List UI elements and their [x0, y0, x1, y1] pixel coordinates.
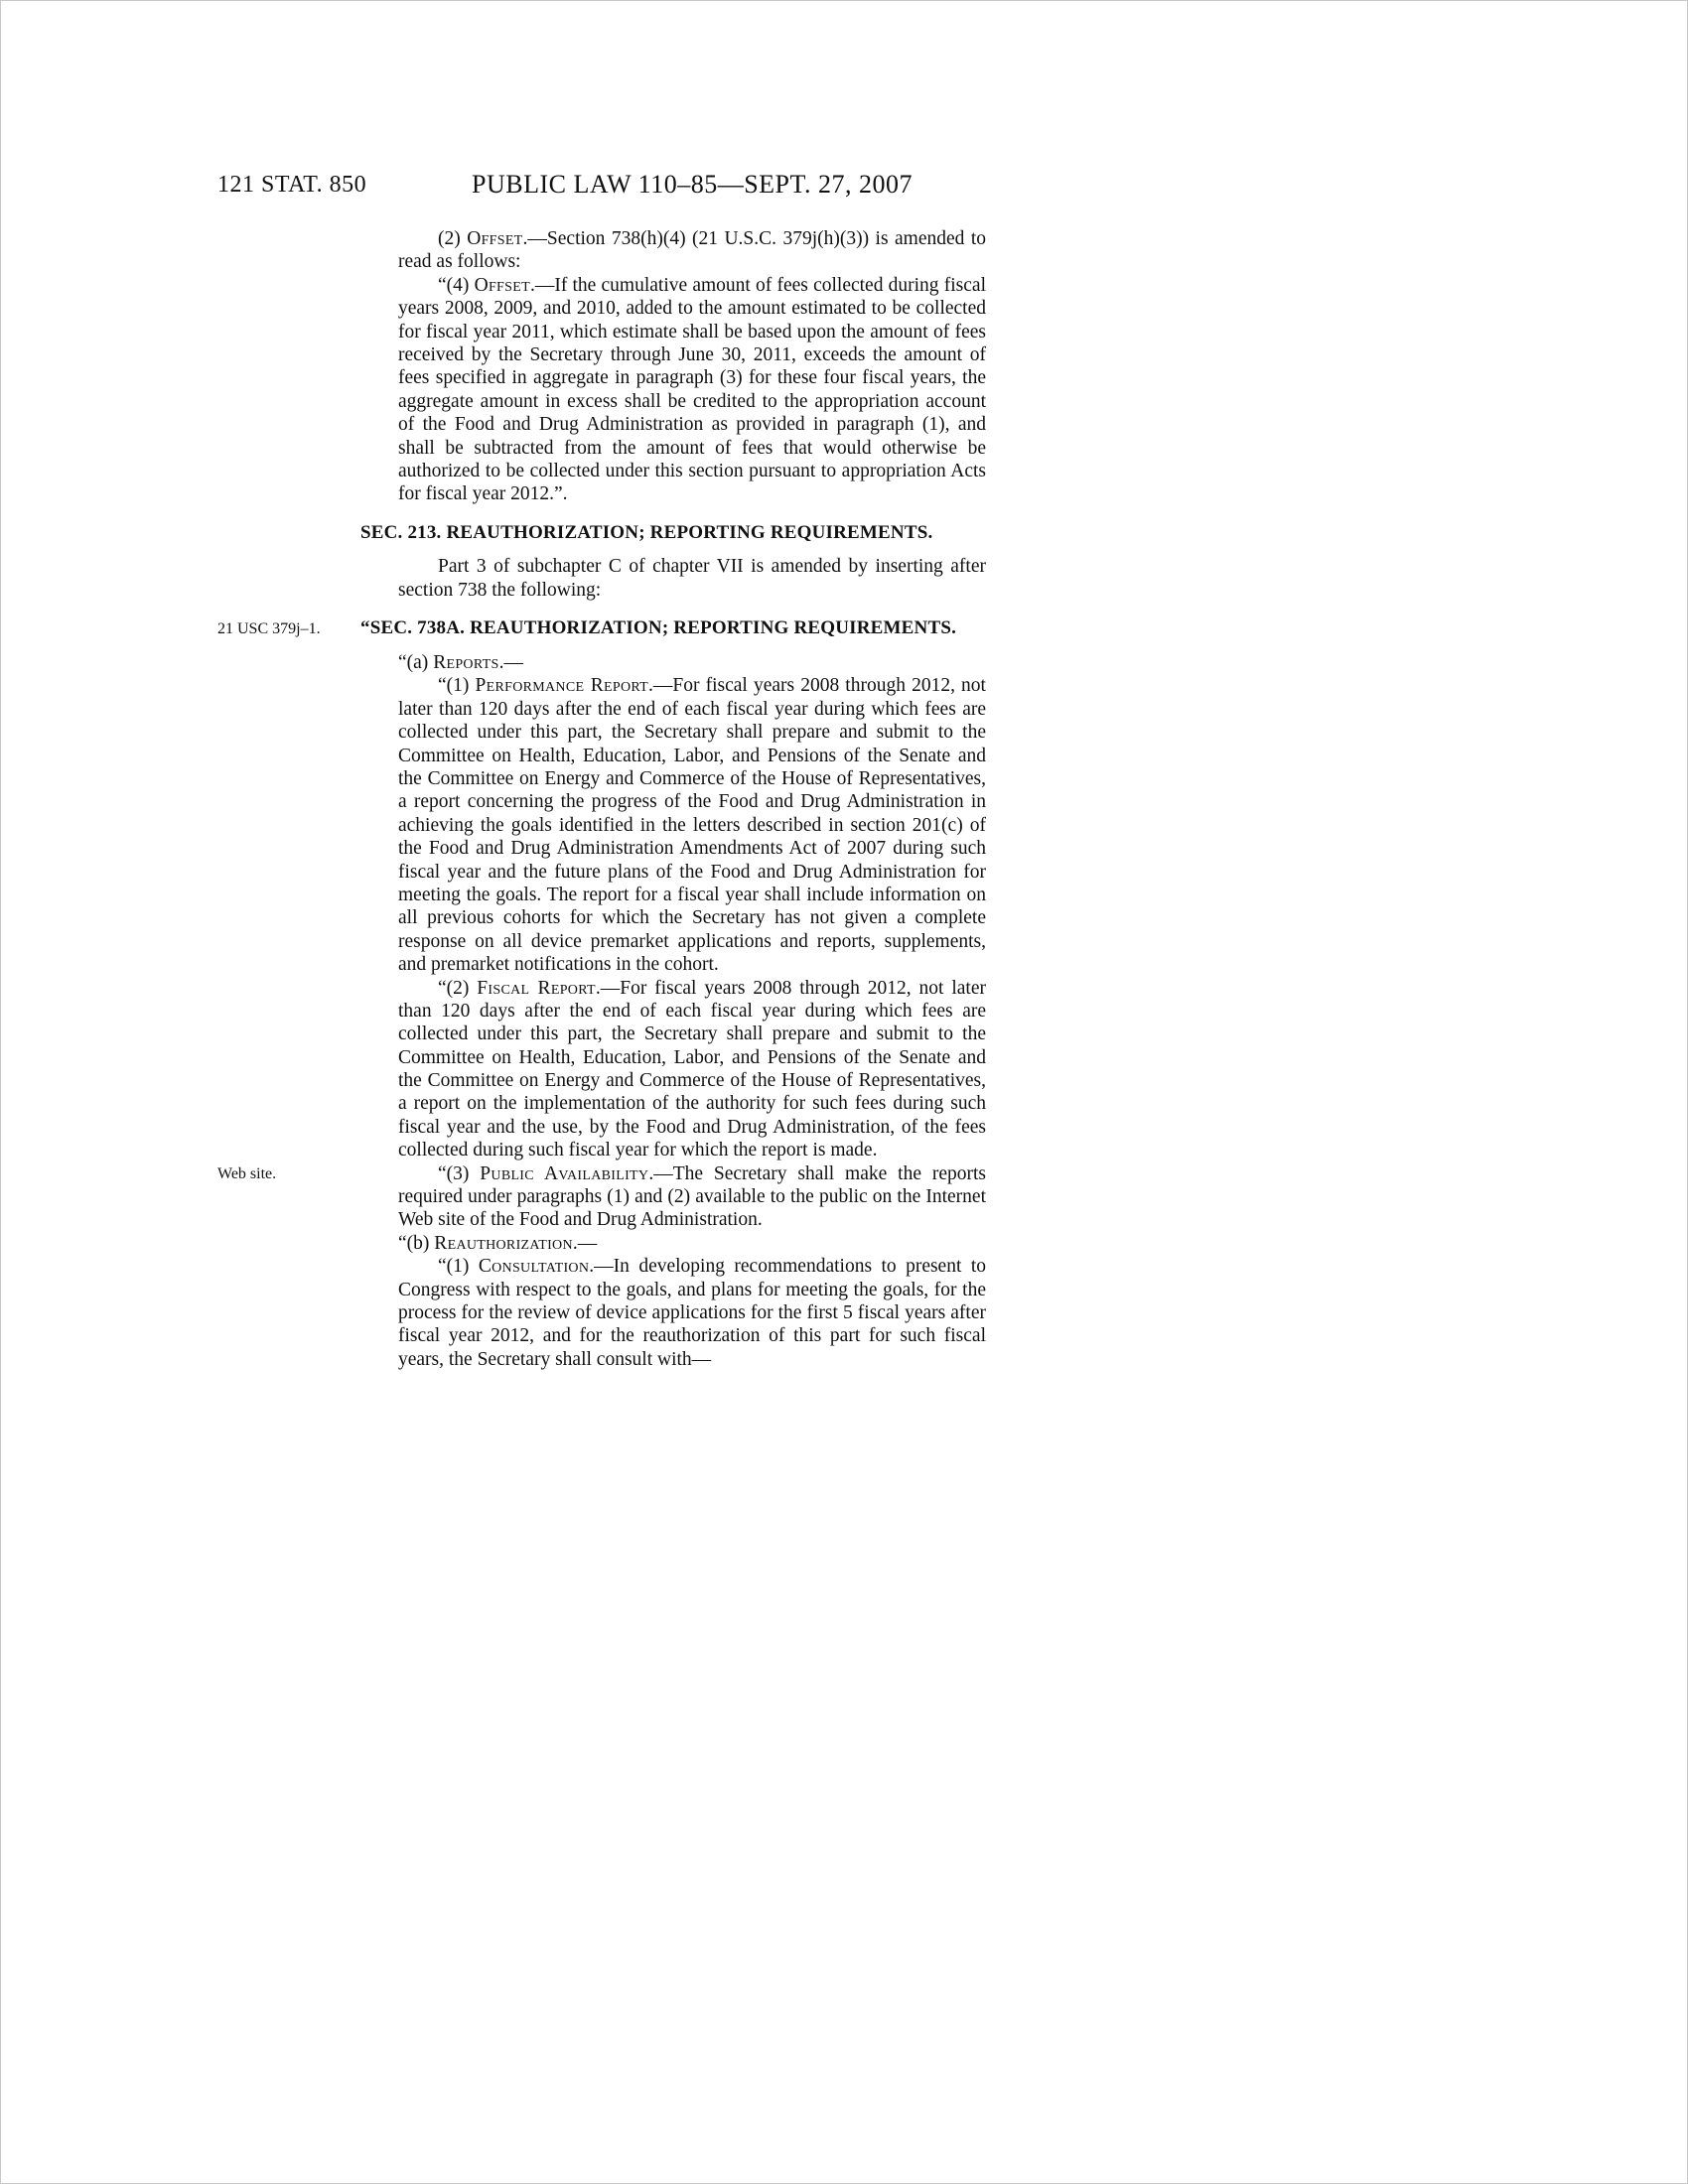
- margin-note-web-site: Web site.: [217, 1164, 277, 1182]
- law-title: PUBLIC LAW 110–85—SEPT. 27, 2007: [472, 170, 913, 199]
- heading-sec-213: SEC. 213. REAUTHORIZATION; REPORTING REQUIREMENTS.: [360, 521, 933, 543]
- margin-note-usc-citation: 21 USC 379j–1.: [217, 620, 321, 638]
- paragraph-text: .—The Secretary shall make the reports required under paragraphs (1) and (2) available to the public on the Internet Web site of the Food and Drug Administration.: [398, 1162, 986, 1231]
- paragraph-text: .—: [498, 652, 523, 674]
- smallcaps-label: Public Availability: [480, 1162, 649, 1184]
- sec-738a-block: [217, 617, 986, 640]
- paragraph-performance-report: [398, 674, 986, 976]
- smallcaps-label: Reports: [433, 652, 499, 674]
- paragraph-b-reauthorization: [398, 1232, 986, 1255]
- paragraph-number: “(a): [398, 652, 434, 674]
- paragraph-text: .—Section 738(h)(4) (21 U.S.C. 379j(h)(3)) is amended to read as follows:: [398, 228, 986, 273]
- paragraph-consultation: [398, 1255, 986, 1371]
- smallcaps-label: Performance Report: [475, 675, 649, 697]
- paragraph-fiscal-report: [398, 977, 986, 1162]
- paragraph-text: .—: [572, 1232, 598, 1254]
- paragraph-number: “(1): [438, 675, 476, 697]
- paragraph-text: Part 3 of subchapter C of chapter VII is amended by inserting after section 738 the following:: [398, 556, 986, 601]
- smallcaps-label: Offset: [467, 228, 523, 249]
- paragraph-text: .—In developing recommendations to present to Congress with respect to the goals, and plans for meeting the goals, for the process for the review of device applications for the first 5 fiscal years after fiscal year 2012, and for the reauthorization of this part for such fiscal years, the Secretary shall consult with—: [398, 1256, 986, 1370]
- paragraph-number: “(b): [398, 1232, 435, 1254]
- paragraph-number: (2): [438, 228, 468, 249]
- smallcaps-label: Consultation: [478, 1256, 590, 1278]
- paragraph-number: “(2): [438, 977, 478, 999]
- public-availability-block: [217, 1162, 986, 1232]
- paragraph-number: “(4): [438, 274, 475, 296]
- paragraph-number: “(1): [438, 1256, 479, 1278]
- page-header: [1, 172, 1687, 211]
- smallcaps-label: Reauthorization: [434, 1232, 573, 1254]
- paragraph-number: “(3): [438, 1162, 481, 1184]
- paragraph-text: .—For fiscal years 2008 through 2012, not later than 120 days after the end of each fiscal year during which fees are collected under this part, the Secretary shall prepare and submit to the Committee on Health, Education, Labor, and Pensions of the Senate and the Committee on Energy and Commerce of the House of Representatives, a report on the implementation of the authority for such fees during such fiscal year and the use, by the Food and Drug Administration, of the fees collected during such fiscal year for which the report is made.: [398, 977, 986, 1161]
- statute-text-column: [217, 227, 986, 1371]
- page-stat-number: 121 STAT. 850: [217, 172, 367, 198]
- paragraph-text: .—For fiscal years 2008 through 2012, not later than 120 days after the end of each fiscal year during which fees are collected under this part, the Secretary shall prepare and submit to the Committee on Health, Education, Labor, and Pensions of the Senate and the Committee on Energy and Commerce of the House of Representatives, a report concerning the progress of the Food and Drug Administration in achieving the goals identified in the letters described in section 201(c) of the Food and Drug Administration Amendments Act of 2007 during such fiscal year and the future plans of the Food and Drug Administration for meeting the goals. The report for a fiscal year shall include information on all previous cohorts for which the Secretary has not given a complete response on all device premarket applications and reports, supplements, and premarket notifications in the cohort.: [398, 675, 986, 976]
- paragraph-a-reports: [398, 651, 986, 674]
- paragraph-offset-amendment-intro: [398, 227, 986, 274]
- smallcaps-label: Fiscal Report: [477, 977, 596, 999]
- heading-sec-738a: “SEC. 738A. REAUTHORIZATION; REPORTING REQUIREMENTS.: [360, 617, 957, 639]
- paragraph-part3-amendment: [398, 555, 986, 602]
- paragraph-text: .—If the cumulative amount of fees collected during fiscal years 2008, 2009, and 2010, added to the amount estimated to be collected for fiscal year 2011, which estimate shall be based upon the amount of fees received by the Secretary through June 30, 2011, exceeds the amount of fees specified in aggregate in paragraph (3) for these four fiscal years, the aggregate amount in excess shall be credited to the appropriation account of the Food and Drug Administration as provided in paragraph (1), and shall be subtracted from the amount of fees that would otherwise be authorized to be collected under this section pursuant to appropriation Acts for fiscal year 2012.”.: [398, 274, 986, 505]
- paragraph-public-availability: [398, 1162, 986, 1232]
- smallcaps-label: Offset: [474, 274, 530, 296]
- paragraph-offset-text: [398, 274, 986, 506]
